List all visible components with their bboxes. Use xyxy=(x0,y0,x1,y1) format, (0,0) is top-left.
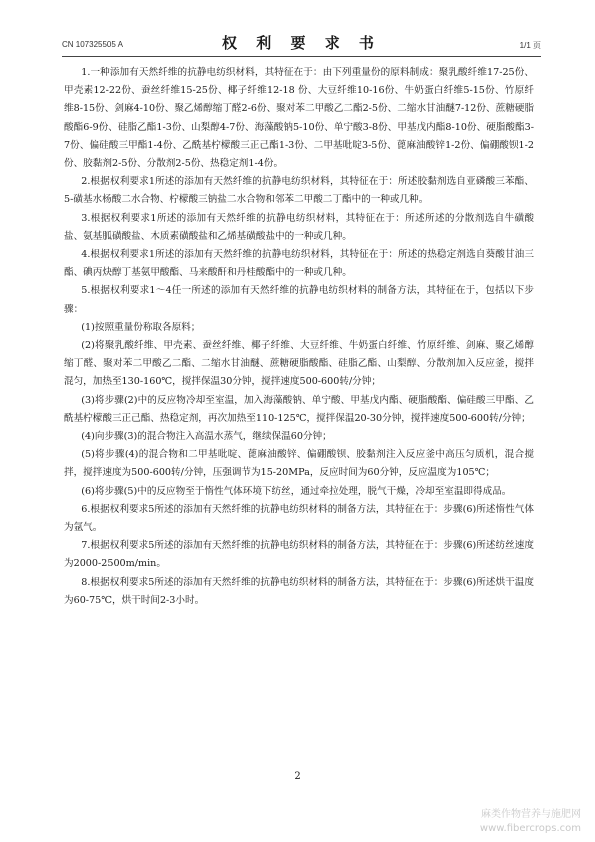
claim-6: 6.根据权利要求5所述的添加有天然纤维的抗静电纺织材料的制备方法，其特征在于：步骤(6)所述惰性气体为氩气。 xyxy=(64,503,534,534)
claim-5-step-4: (4)向步骤(3)的混合物注入高温水蒸气，继续保温60分钟； xyxy=(81,431,332,443)
page-title: 权 利 要 求 书 xyxy=(222,34,381,52)
claim-5-step-5: (5)将步骤(4)的混合物和二甲基吡啶、蓖麻油酸锌、偏硼酸钡、胶黏剂注入反应釜中高压匀质机，混合搅拌，搅拌速度为500-600转/分钟，压强调节为15-20MPa，反应时间为60分钟，反应温度为105℃； xyxy=(64,449,534,479)
page-info: 1/1 页 xyxy=(519,41,541,50)
watermark-site-name: 麻类作物营养与施肥网 xyxy=(481,809,581,820)
page-number: 2 xyxy=(294,771,301,782)
claim-5-step-3: (3)将步骤(2)中的反应物冷却至室温，加入海藻酸钠、单宁酸、甲基戊内酯、硬脂酸酯、偏硅酸三甲酯、乙酰基柠檬酸三正己酯、热稳定剂，再次加热至110-125℃，搅拌保温20-30分钟，搅拌速度500-600转/分钟； xyxy=(64,394,534,424)
publication-number: CN 107325505 A xyxy=(62,40,123,49)
claim-1: 1.一种添加有天然纤维的抗静电纺织材料，其特征在于：由下列重量份的原料制成：聚乳酸纤维17-25份、甲壳素12-22份、蚕丝纤维15-25份、椰子纤维12-18 份、大豆纤维10-16份、牛奶蛋白纤维5-15份、竹原纤维8-15份、剑麻4-10份、聚乙烯醇缩丁醛2-6份、聚对苯二甲酸乙二酯2-5份、二缩水甘油醚7-12份、蔗糖硬脂酸酯6-9份、硅脂乙酯1-3份、山梨醇4-7份、海藻酸钠5-10份、单宁酸3-8份、甲基戊内酯8-10份、硬脂酸酯3-7份、偏硅酸三甲酯1-4份、乙酰基柠檬酸三正己酯1-3份、二甲基吡啶3-5份、蓖麻油酸锌1-2份、偏硼酸钡1-2 份、胶黏剂2-5份、分散剂2-5份、热稳定剂1-4份。 xyxy=(64,67,534,170)
claim-5-step-6: (6)将步骤(5)中的反应物至于惰性气体环境下纺丝，通过牵拉处理，脱气干燥，冷却至室温即得成品。 xyxy=(81,485,512,497)
claim-5: 5.根据权利要求1～4任一所述的添加有天然纤维的抗静电纺织材料的制备方法，其特征在于，包括以下步骤： xyxy=(64,285,534,315)
claim-5-step-1: (1)按照重量份称取各原料； xyxy=(81,321,201,333)
claim-7: 7.根据权利要求5所述的添加有天然纤维的抗静电纺织材料的制备方法，其特征在于：步骤(6)所述纺丝速度为2000-2500m/min。 xyxy=(64,540,534,570)
claim-3: 3.根据权利要求1所述的添加有天然纤维的抗静电纺织材料，其特征在于：所述所述的分散剂选自牛磺酸盐、氨基胍磺酸盐、木质素磺酸盐和乙烯基磺酸盐中的一种或几种。 xyxy=(64,212,534,242)
claim-4: 4.根据权利要求1所述的添加有天然纤维的抗静电纺织材料，其特征在于：所述的热稳定剂选自葵酸甘油三酯、碘丙炔醇丁基氨甲酸酯、马来酸酐和丹桂酸酯中的一种或几种。 xyxy=(64,249,534,279)
watermark-url: www.fibercrops.com xyxy=(479,823,581,834)
document-header xyxy=(62,30,541,57)
claim-8: 8.根据权利要求5所述的添加有天然纤维的抗静电纺织材料的制备方法，其特征在于：步骤(6)所述烘干温度为60-75℃，烘干时间2-3小时。 xyxy=(64,576,534,606)
site-watermark xyxy=(480,808,581,836)
claim-5-step-2: (2)将聚乳酸纤维、甲壳素、蚕丝纤维、椰子纤维、大豆纤维、牛奶蛋白纤维、竹原纤维、剑麻、聚乙烯醇缩丁醛、聚对苯二甲酸乙二酯、二缩水甘油醚、蔗糖硬脂酸酯、硅脂乙酯、山梨醇、分散剂加入反应釜，搅拌混匀，加热至130-160℃，搅拌保温30分钟，搅拌速度500-600转/分钟； xyxy=(64,340,534,388)
claims-body xyxy=(64,64,534,610)
claim-2: 2.根据权利要求1所述的添加有天然纤维的抗静电纺织材料，其特征在于：所述胶黏剂选自亚磷酸三苯酯、5-磺基水杨酸二水合物、柠檬酸三钠盐二水合物和邻苯二甲酸二丁酯中的一种或几种。 xyxy=(64,176,534,206)
